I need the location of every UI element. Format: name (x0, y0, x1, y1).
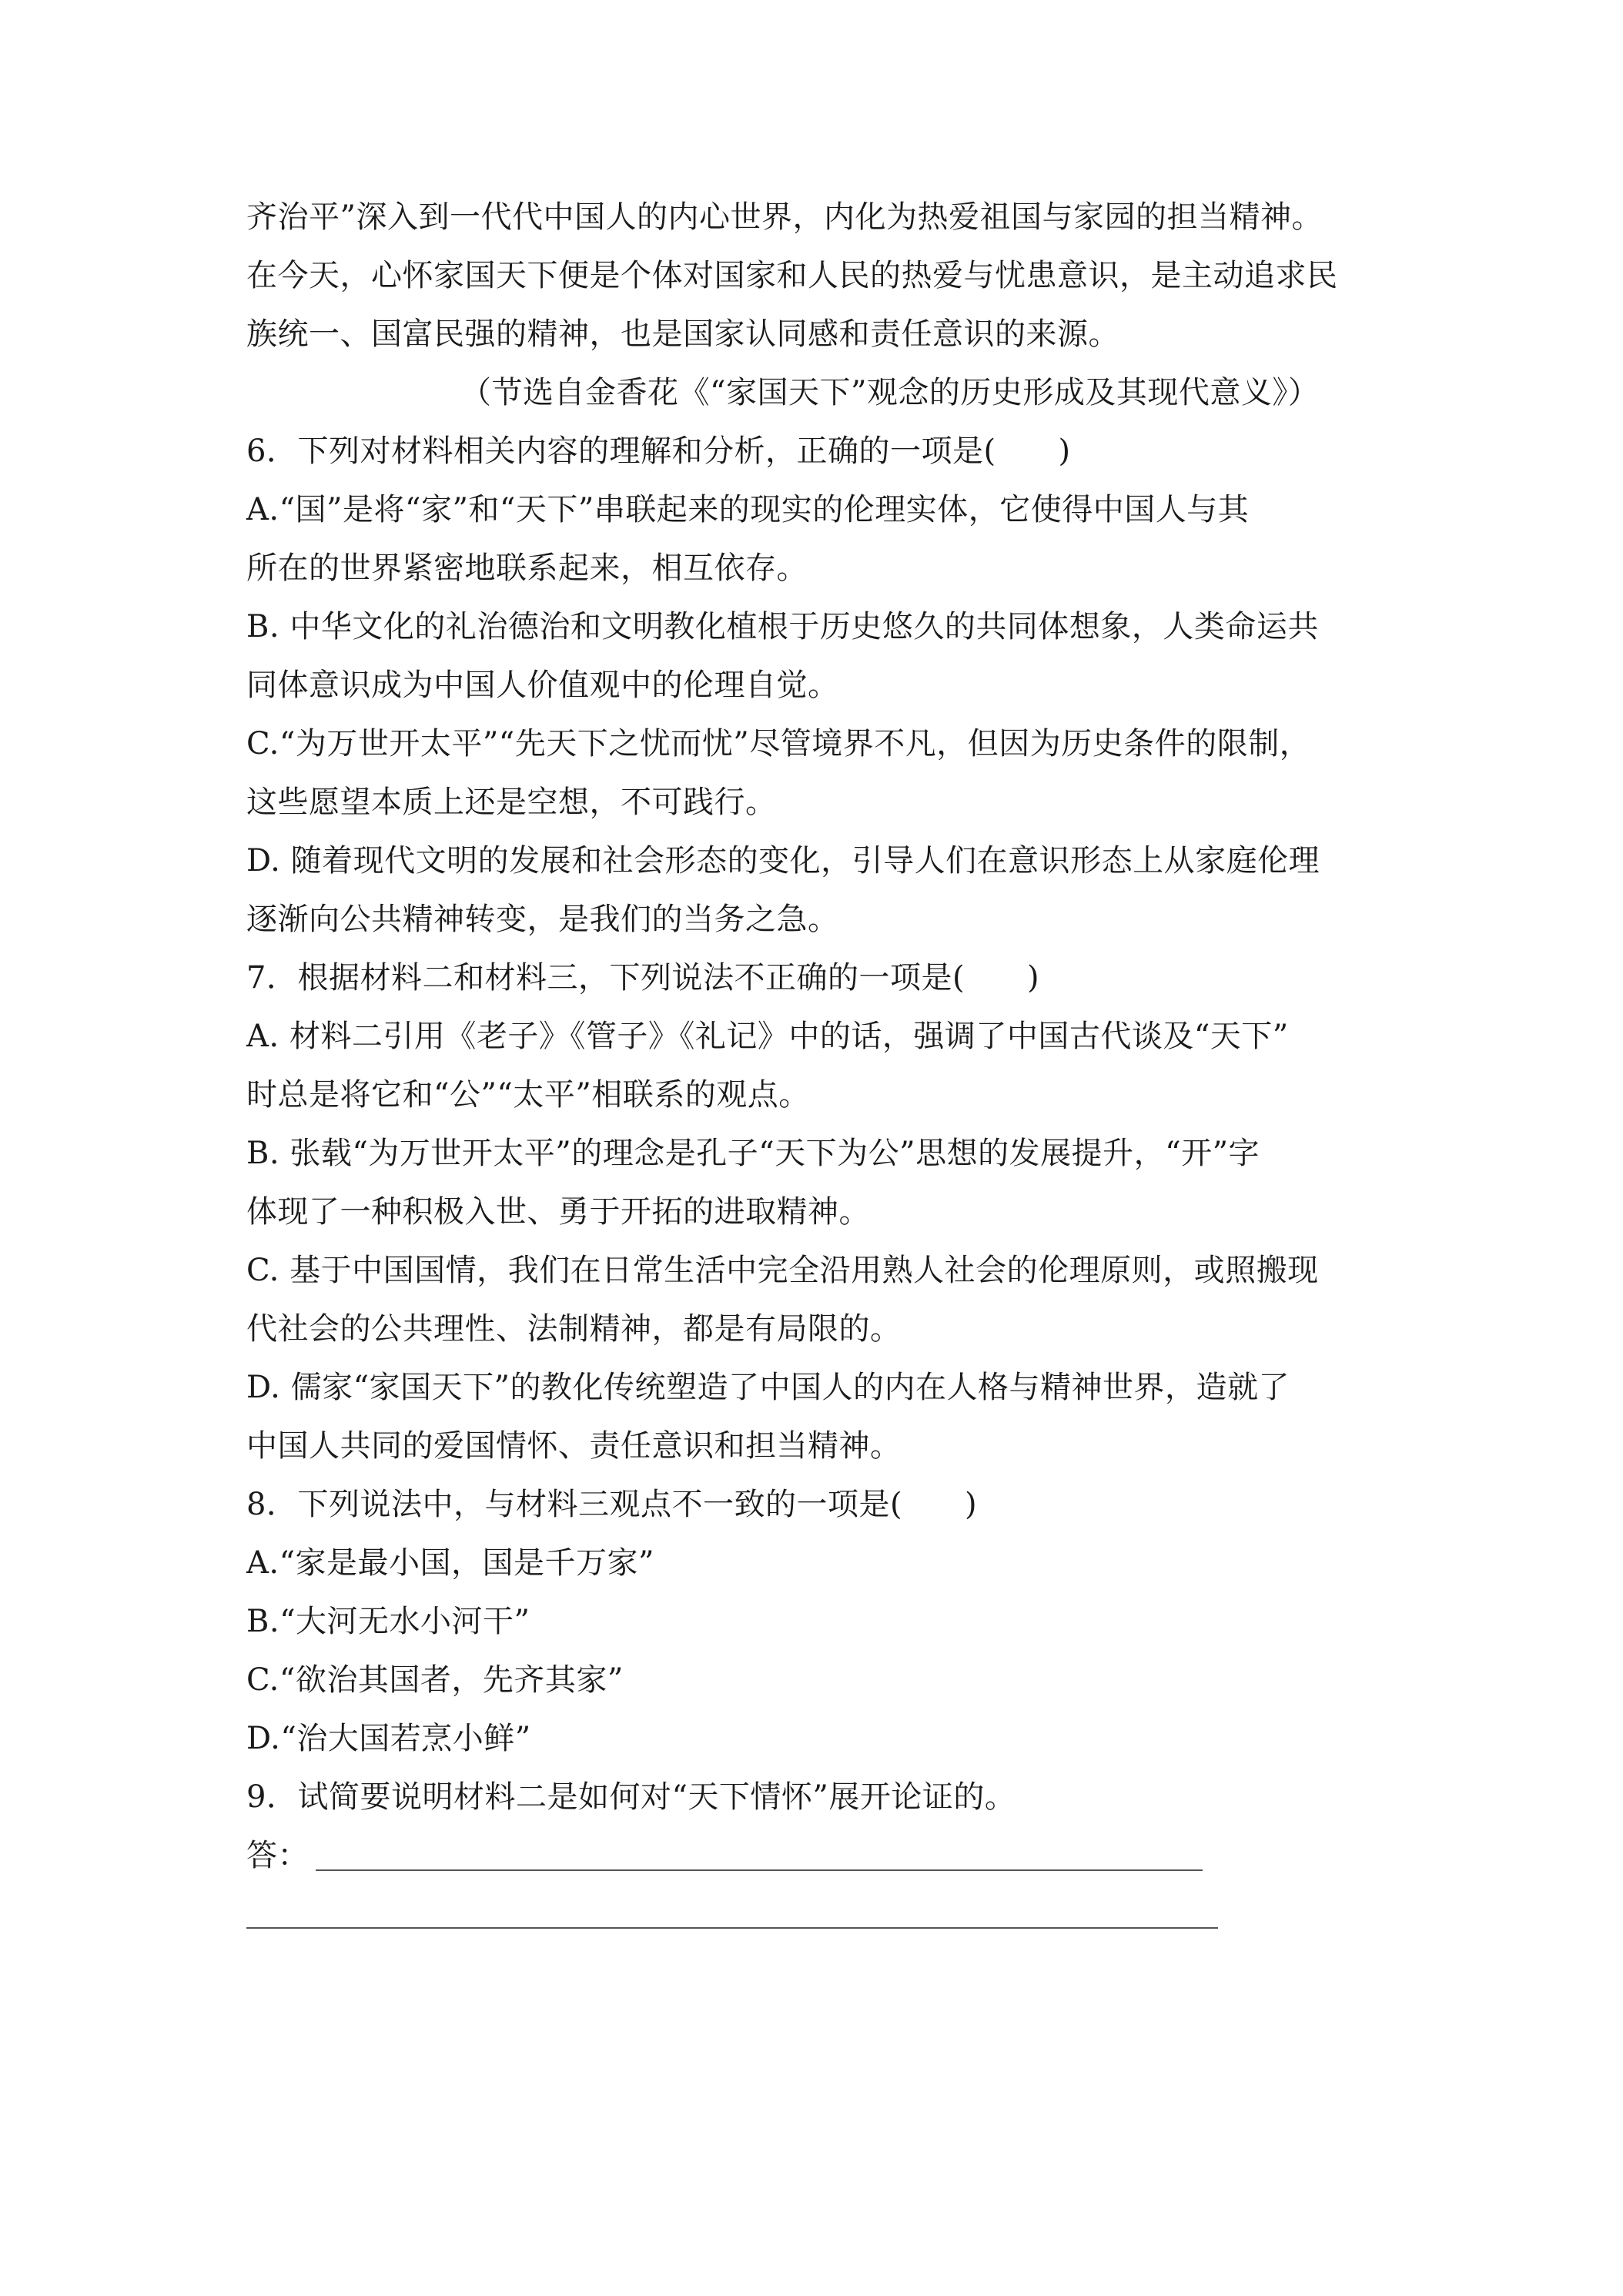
question-stem: 7．根据材料二和材料三，下列说法不正确的一项是( ) (246, 960, 1040, 996)
option-line: D. 随着现代文明的发展和社会形态的变化，引导人们在意识形态上从家庭伦理 (246, 843, 1320, 879)
passage-line: 齐治平”深入到一代代中国人的内心世界，内化为热爱祖国与家园的担当精神。 (246, 199, 1323, 235)
option-line: 体现了一种积极入世、勇于开拓的进取精神。 (246, 1194, 870, 1230)
option-line: C.“欲治其国者，先齐其家” (246, 1662, 624, 1698)
option-line: 代社会的公共理性、法制精神，都是有局限的。 (246, 1311, 902, 1347)
passage-line: 族统一、国富民强的精神，也是国家认同感和责任意识的来源。 (246, 316, 1119, 352)
question-stem: 8．下列说法中，与材料三观点不一致的一项是( ) (246, 1487, 978, 1522)
option-line: 时总是将它和“公”“太平”相联系的观点。 (246, 1077, 810, 1113)
option-line: A.“国”是将“家”和“天下”串联起来的现实的伦理实体，它使得中国人与其 (246, 492, 1250, 527)
option-line: C. 基于中国国情，我们在日常生活中完全沿用熟人社会的伦理原则，或照搬现 (246, 1253, 1319, 1288)
passage-line: 在今天，心怀家国天下便是个体对国家和人民的热爱与忧患意识，是主动追求民 (246, 258, 1338, 293)
answer-line[interactable] (246, 1927, 1218, 1929)
question-stem: 6．下列对材料相关内容的理解和分析，正确的一项是( ) (246, 433, 1071, 469)
option-line: B. 中华文化的礼治德治和文明教化植根于历史悠久的共同体想象，人类命运共 (246, 609, 1319, 644)
option-line: D. 儒家“家国天下”的教化传统塑造了中国人的内在人格与精神世界，造就了 (246, 1370, 1290, 1405)
answer-label: 答： (246, 1838, 309, 1873)
option-line: 所在的世界紧密地联系起来，相互依存。 (246, 551, 808, 586)
option-line: D.“治大国若烹小鲜” (246, 1721, 531, 1756)
option-line: 中国人共同的爱国情怀、责任意识和担当精神。 (246, 1428, 902, 1464)
option-line: A. 材料二引用《老子》《管子》《礼记》中的话，强调了中国古代谈及“天下” (246, 1019, 1289, 1054)
option-line: 同体意识成为中国人价值观中的伦理自觉。 (246, 668, 839, 703)
question-stem: 9．试简要说明材料二是如何对“天下情怀”展开论证的。 (246, 1779, 1016, 1815)
option-line: 这些愿望本质上还是空想，不可践行。 (246, 785, 777, 820)
option-line: A.“家是最小国，国是千万家” (246, 1545, 654, 1581)
answer-line[interactable] (316, 1869, 1203, 1871)
passage-source: （节选自金香花《“家国天下”观念的历史形成及其现代意义》） (460, 375, 1320, 410)
option-line: B. 张载“为万世开太平”的理念是孔子“天下为公”思想的发展提升，“开”字 (246, 1136, 1260, 1171)
option-line: B.“大河无水小河干” (246, 1604, 530, 1639)
option-line: C.“为万世开太平”“先天下之忧而忧”尽管境界不凡，但因为历史条件的限制， (246, 726, 1311, 761)
option-line: 逐渐向公共精神转变，是我们的当务之急。 (246, 902, 839, 937)
